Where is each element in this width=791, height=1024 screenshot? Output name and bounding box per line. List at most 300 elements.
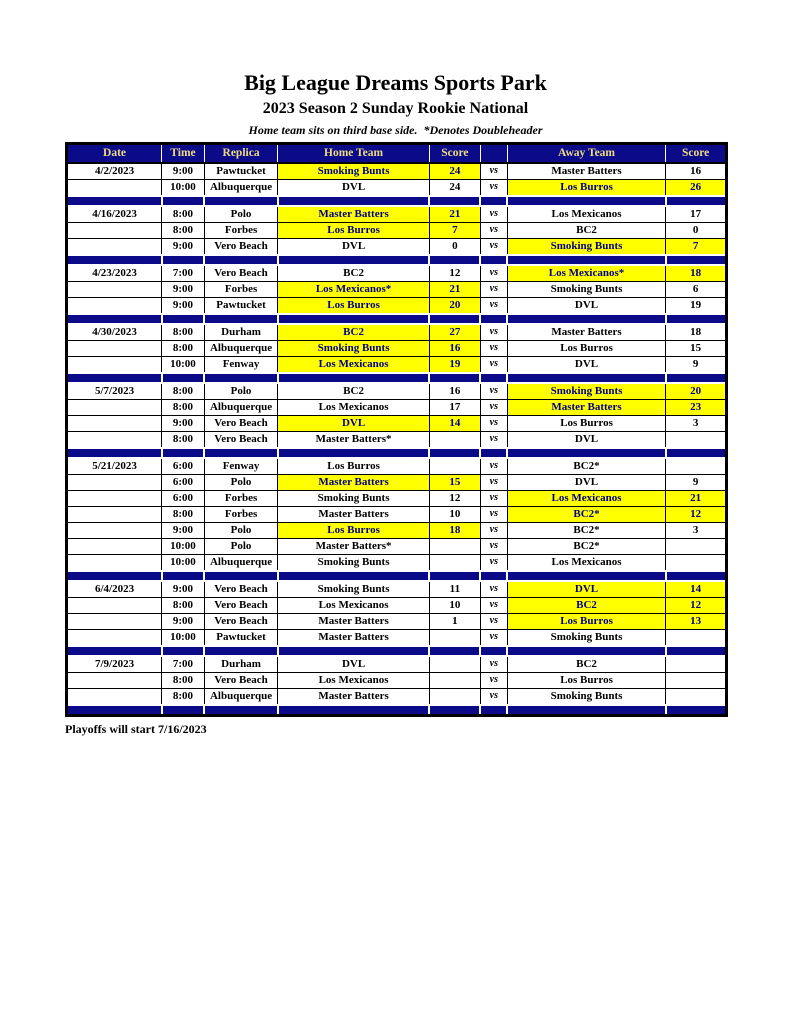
separator-cell — [429, 314, 480, 324]
separator-cell — [67, 255, 162, 265]
home-score-cell: 20 — [429, 298, 480, 315]
separator-cell — [278, 373, 430, 383]
date-cell — [67, 689, 162, 706]
time-cell: 8:00 — [162, 341, 205, 357]
vs-label: vs — [480, 555, 507, 572]
replica-cell: Forbes — [204, 223, 277, 239]
away-score-cell: 19 — [666, 298, 727, 315]
separator-cell — [507, 314, 665, 324]
page-title: Big League Dreams Sports Park — [244, 70, 547, 95]
vs-label: vs — [480, 163, 507, 180]
separator-cell — [67, 314, 162, 324]
replica-cell: Vero Beach — [204, 432, 277, 449]
home-team-cell: Los Mexicanos* — [278, 282, 430, 298]
away-team-cell: BC2* — [507, 523, 665, 539]
home-score-cell: 12 — [429, 265, 480, 282]
game-row — [67, 614, 727, 630]
separator-cell — [162, 373, 205, 383]
away-score-cell: 21 — [666, 491, 727, 507]
column-header-date: Date — [67, 144, 162, 164]
separator-cell — [162, 314, 205, 324]
column-header-vs — [480, 144, 507, 164]
game-row — [67, 555, 727, 572]
home-score-cell: 7 — [429, 223, 480, 239]
home-team-cell: Smoking Bunts — [278, 491, 430, 507]
time-cell: 8:00 — [162, 598, 205, 614]
date-cell: 4/16/2023 — [67, 206, 162, 223]
date-cell — [67, 673, 162, 689]
separator-cell — [162, 255, 205, 265]
separator-cell — [67, 448, 162, 458]
time-cell: 10:00 — [162, 539, 205, 555]
away-team-cell: BC2* — [507, 507, 665, 523]
away-score-cell: 12 — [666, 598, 727, 614]
home-team-cell: Los Burros — [278, 523, 430, 539]
separator-cell — [429, 448, 480, 458]
schedule-table — [65, 142, 728, 717]
game-row — [67, 598, 727, 614]
vs-label: vs — [480, 689, 507, 706]
game-row — [67, 539, 727, 555]
away-team-cell: BC2 — [507, 223, 665, 239]
replica-cell: Durham — [204, 656, 277, 673]
date-cell — [67, 630, 162, 647]
away-team-cell: Los Burros — [507, 341, 665, 357]
time-cell: 8:00 — [162, 324, 205, 341]
home-score-cell — [429, 689, 480, 706]
date-cell — [67, 614, 162, 630]
away-team-cell: DVL — [507, 298, 665, 315]
game-row — [67, 432, 727, 449]
replica-cell: Forbes — [204, 507, 277, 523]
vs-label: vs — [480, 341, 507, 357]
vs-label: vs — [480, 598, 507, 614]
vs-label: vs — [480, 298, 507, 315]
away-score-cell: 9 — [666, 475, 727, 491]
away-score-cell: 3 — [666, 416, 727, 432]
separator-cell — [480, 705, 507, 716]
date-cell — [67, 598, 162, 614]
separator-cell — [67, 646, 162, 656]
away-score-cell: 18 — [666, 324, 727, 341]
separator-cell — [429, 571, 480, 581]
time-cell: 9:00 — [162, 298, 205, 315]
away-team-cell: Los Burros — [507, 416, 665, 432]
away-team-cell: Los Mexicanos* — [507, 265, 665, 282]
replica-cell: Vero Beach — [204, 673, 277, 689]
time-cell: 10:00 — [162, 180, 205, 197]
away-score-cell: 12 — [666, 507, 727, 523]
home-team-cell: Smoking Bunts — [278, 555, 430, 572]
page-subtitle: 2023 Season 2 Sunday Rookie National — [262, 100, 529, 117]
vs-label: vs — [480, 206, 507, 223]
time-cell: 8:00 — [162, 507, 205, 523]
date-cell — [67, 180, 162, 197]
separator-cell — [480, 373, 507, 383]
vs-label: vs — [480, 357, 507, 374]
home-team-cell: Los Burros — [278, 223, 430, 239]
replica-cell: Vero Beach — [204, 598, 277, 614]
home-team-cell: Master Batters — [278, 630, 430, 647]
vs-label: vs — [480, 507, 507, 523]
separator-cell — [666, 705, 727, 716]
separator-cell — [204, 646, 277, 656]
time-cell: 9:00 — [162, 239, 205, 256]
game-row — [67, 239, 727, 256]
game-row — [67, 265, 727, 282]
date-cell — [67, 282, 162, 298]
replica-cell: Vero Beach — [204, 239, 277, 256]
separator-cell — [429, 646, 480, 656]
date-cell — [67, 491, 162, 507]
column-header-away-team: Away Team — [507, 144, 665, 164]
away-team-cell: DVL — [507, 581, 665, 598]
time-cell: 10:00 — [162, 555, 205, 572]
home-team-cell: Master Batters — [278, 475, 430, 491]
home-team-cell: Master Batters — [278, 614, 430, 630]
home-score-cell: 15 — [429, 475, 480, 491]
replica-cell: Albuquerque — [204, 555, 277, 572]
home-team-cell: Los Mexicanos — [278, 673, 430, 689]
column-header-time: Time — [162, 144, 205, 164]
game-row — [67, 223, 727, 239]
home-score-cell — [429, 432, 480, 449]
date-cell: 5/21/2023 — [67, 458, 162, 475]
away-team-cell: Smoking Bunts — [507, 630, 665, 647]
replica-cell: Polo — [204, 383, 277, 400]
game-row — [67, 458, 727, 475]
vs-label: vs — [480, 180, 507, 197]
home-score-cell: 21 — [429, 282, 480, 298]
game-row — [67, 400, 727, 416]
game-row — [67, 630, 727, 647]
separator-row — [67, 448, 727, 458]
replica-cell: Polo — [204, 539, 277, 555]
away-team-cell: DVL — [507, 357, 665, 374]
column-header-home-team: Home Team — [278, 144, 430, 164]
away-score-cell: 17 — [666, 206, 727, 223]
time-cell: 8:00 — [162, 383, 205, 400]
game-row — [67, 282, 727, 298]
vs-label: vs — [480, 539, 507, 555]
date-cell — [67, 539, 162, 555]
away-score-cell: 7 — [666, 239, 727, 256]
separator-cell — [278, 314, 430, 324]
vs-label: vs — [480, 458, 507, 475]
time-cell: 8:00 — [162, 432, 205, 449]
time-cell: 8:00 — [162, 400, 205, 416]
date-cell: 4/23/2023 — [67, 265, 162, 282]
game-row — [67, 416, 727, 432]
away-score-cell — [666, 673, 727, 689]
separator-cell — [67, 373, 162, 383]
home-team-cell: BC2 — [278, 324, 430, 341]
separator-cell — [666, 314, 727, 324]
separator-cell — [666, 255, 727, 265]
separator-cell — [204, 314, 277, 324]
date-cell — [67, 239, 162, 256]
home-team-cell: Smoking Bunts — [278, 581, 430, 598]
playoffs-note: Playoffs will start 7/16/2023 — [65, 722, 207, 736]
separator-cell — [162, 705, 205, 716]
time-cell: 7:00 — [162, 265, 205, 282]
game-row — [67, 383, 727, 400]
separator-cell — [507, 196, 665, 206]
date-cell: 5/7/2023 — [67, 383, 162, 400]
away-team-cell: Master Batters — [507, 324, 665, 341]
separator-cell — [429, 705, 480, 716]
home-score-cell — [429, 555, 480, 572]
replica-cell: Albuquerque — [204, 180, 277, 197]
game-row — [67, 341, 727, 357]
schedule-table-body — [67, 163, 727, 716]
home-team-cell: Master Batters* — [278, 539, 430, 555]
separator-row — [67, 196, 727, 206]
time-cell: 9:00 — [162, 416, 205, 432]
away-score-cell — [666, 689, 727, 706]
home-team-cell: Smoking Bunts — [278, 163, 430, 180]
separator-cell — [162, 448, 205, 458]
time-cell: 7:00 — [162, 656, 205, 673]
date-cell — [67, 341, 162, 357]
vs-label: vs — [480, 614, 507, 630]
replica-cell: Polo — [204, 206, 277, 223]
separator-cell — [480, 646, 507, 656]
separator-cell — [507, 571, 665, 581]
time-cell: 10:00 — [162, 630, 205, 647]
separator-cell — [204, 196, 277, 206]
home-score-cell: 24 — [429, 163, 480, 180]
vs-label: vs — [480, 475, 507, 491]
replica-cell: Vero Beach — [204, 581, 277, 598]
vs-label: vs — [480, 416, 507, 432]
game-row — [67, 324, 727, 341]
separator-cell — [480, 196, 507, 206]
separator-cell — [162, 571, 205, 581]
date-cell: 7/9/2023 — [67, 656, 162, 673]
separator-row — [67, 373, 727, 383]
away-score-cell: 18 — [666, 265, 727, 282]
replica-cell: Vero Beach — [204, 265, 277, 282]
date-cell — [67, 432, 162, 449]
separator-cell — [507, 255, 665, 265]
home-score-cell: 11 — [429, 581, 480, 598]
game-row — [67, 206, 727, 223]
separator-cell — [480, 255, 507, 265]
vs-label: vs — [480, 581, 507, 598]
home-team-cell: DVL — [278, 239, 430, 256]
date-cell — [67, 507, 162, 523]
header-row — [67, 144, 727, 164]
game-row — [67, 475, 727, 491]
away-score-cell — [666, 458, 727, 475]
home-score-cell: 21 — [429, 206, 480, 223]
away-team-cell: Smoking Bunts — [507, 689, 665, 706]
time-cell: 6:00 — [162, 491, 205, 507]
game-row — [67, 689, 727, 706]
separator-cell — [278, 571, 430, 581]
separator-cell — [67, 705, 162, 716]
replica-cell: Durham — [204, 324, 277, 341]
separator-cell — [666, 196, 727, 206]
home-score-cell — [429, 539, 480, 555]
away-score-cell: 20 — [666, 383, 727, 400]
vs-label: vs — [480, 673, 507, 689]
vs-label: vs — [480, 630, 507, 647]
replica-cell: Polo — [204, 523, 277, 539]
separator-cell — [204, 448, 277, 458]
time-cell: 9:00 — [162, 581, 205, 598]
away-score-cell — [666, 656, 727, 673]
home-team-cell: Master Batters — [278, 507, 430, 523]
home-score-cell — [429, 630, 480, 647]
replica-cell: Vero Beach — [204, 614, 277, 630]
home-score-cell: 1 — [429, 614, 480, 630]
time-cell: 9:00 — [162, 163, 205, 180]
home-score-cell — [429, 656, 480, 673]
replica-cell: Forbes — [204, 491, 277, 507]
time-cell: 9:00 — [162, 523, 205, 539]
home-score-cell: 19 — [429, 357, 480, 374]
separator-cell — [204, 571, 277, 581]
date-cell — [67, 357, 162, 374]
separator-cell — [480, 314, 507, 324]
home-team-cell: DVL — [278, 416, 430, 432]
vs-label: vs — [480, 282, 507, 298]
away-score-cell: 3 — [666, 523, 727, 539]
separator-cell — [278, 705, 430, 716]
home-score-cell: 14 — [429, 416, 480, 432]
replica-cell: Fenway — [204, 458, 277, 475]
separator-row — [67, 705, 727, 716]
replica-cell: Forbes — [204, 282, 277, 298]
replica-cell: Vero Beach — [204, 416, 277, 432]
time-cell: 9:00 — [162, 614, 205, 630]
date-cell — [67, 298, 162, 315]
away-score-cell: 15 — [666, 341, 727, 357]
vs-label: vs — [480, 239, 507, 256]
away-score-cell — [666, 539, 727, 555]
date-cell: 4/2/2023 — [67, 163, 162, 180]
away-team-cell: Los Burros — [507, 673, 665, 689]
replica-cell: Pawtucket — [204, 163, 277, 180]
separator-cell — [666, 448, 727, 458]
separator-cell — [278, 196, 430, 206]
date-cell — [67, 523, 162, 539]
home-team-cell: Master Batters* — [278, 432, 430, 449]
time-cell: 9:00 — [162, 282, 205, 298]
home-score-cell: 16 — [429, 383, 480, 400]
separator-cell — [278, 448, 430, 458]
vs-label: vs — [480, 656, 507, 673]
home-score-cell: 18 — [429, 523, 480, 539]
column-header-away-score: Score — [666, 144, 727, 164]
away-score-cell: 9 — [666, 357, 727, 374]
separator-cell — [480, 448, 507, 458]
home-score-cell: 24 — [429, 180, 480, 197]
date-cell: 6/4/2023 — [67, 581, 162, 598]
time-cell: 8:00 — [162, 689, 205, 706]
home-score-cell: 10 — [429, 598, 480, 614]
away-team-cell: Smoking Bunts — [507, 282, 665, 298]
home-score-cell: 10 — [429, 507, 480, 523]
date-cell — [67, 416, 162, 432]
separator-cell — [278, 255, 430, 265]
home-team-cell: BC2 — [278, 265, 430, 282]
home-team-cell: DVL — [278, 656, 430, 673]
away-team-cell: Los Burros — [507, 614, 665, 630]
vs-label: vs — [480, 491, 507, 507]
separator-cell — [162, 646, 205, 656]
separator-cell — [204, 705, 277, 716]
separator-cell — [429, 196, 480, 206]
away-score-cell: 23 — [666, 400, 727, 416]
away-team-cell: Smoking Bunts — [507, 383, 665, 400]
replica-cell: Polo — [204, 475, 277, 491]
home-team-cell: BC2 — [278, 383, 430, 400]
away-team-cell: Los Burros — [507, 180, 665, 197]
home-team-cell: Los Mexicanos — [278, 598, 430, 614]
away-team-cell: Los Mexicanos — [507, 491, 665, 507]
replica-cell: Albuquerque — [204, 341, 277, 357]
away-team-cell: BC2* — [507, 458, 665, 475]
home-score-cell: 0 — [429, 239, 480, 256]
separator-row — [67, 314, 727, 324]
separator-cell — [162, 196, 205, 206]
game-row — [67, 507, 727, 523]
home-team-cell: Los Mexicanos — [278, 357, 430, 374]
game-row — [67, 581, 727, 598]
away-team-cell: BC2 — [507, 656, 665, 673]
separator-cell — [507, 646, 665, 656]
home-score-cell: 12 — [429, 491, 480, 507]
home-team-cell: Master Batters — [278, 689, 430, 706]
away-score-cell: 0 — [666, 223, 727, 239]
home-score-cell: 16 — [429, 341, 480, 357]
vs-label: vs — [480, 265, 507, 282]
home-score-cell: 27 — [429, 324, 480, 341]
replica-cell: Albuquerque — [204, 400, 277, 416]
away-score-cell: 13 — [666, 614, 727, 630]
replica-cell: Pawtucket — [204, 630, 277, 647]
column-header-home-score: Score — [429, 144, 480, 164]
home-team-cell: Los Burros — [278, 458, 430, 475]
away-score-cell: 6 — [666, 282, 727, 298]
game-row — [67, 298, 727, 315]
replica-cell: Albuquerque — [204, 689, 277, 706]
home-score-cell: 17 — [429, 400, 480, 416]
time-cell: 6:00 — [162, 475, 205, 491]
game-row — [67, 656, 727, 673]
home-team-cell: Los Mexicanos — [278, 400, 430, 416]
away-team-cell: Master Batters — [507, 163, 665, 180]
date-cell: 4/30/2023 — [67, 324, 162, 341]
home-team-cell: Los Burros — [278, 298, 430, 315]
home-score-cell — [429, 458, 480, 475]
vs-label: vs — [480, 400, 507, 416]
vs-label: vs — [480, 383, 507, 400]
game-row — [67, 357, 727, 374]
separator-cell — [507, 448, 665, 458]
separator-cell — [67, 571, 162, 581]
separator-cell — [507, 373, 665, 383]
home-team-note: Home team sits on third base side. *Denotes Doubleheader — [248, 123, 543, 137]
separator-cell — [480, 571, 507, 581]
away-score-cell — [666, 432, 727, 449]
game-row — [67, 163, 727, 180]
away-team-cell: Los Mexicanos — [507, 555, 665, 572]
separator-row — [67, 646, 727, 656]
